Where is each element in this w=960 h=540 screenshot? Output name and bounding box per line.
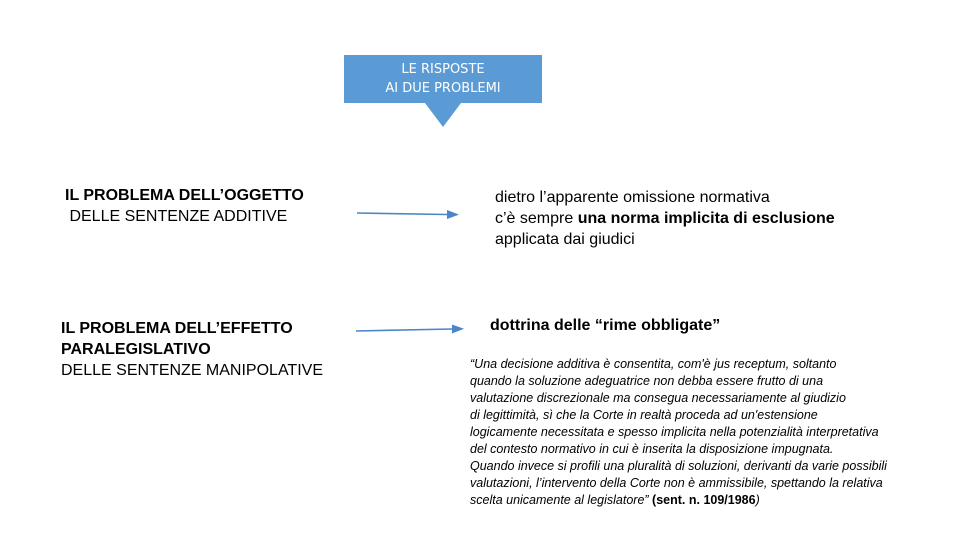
problem-2-line-2: PARALEGISLATIVO [61, 341, 211, 358]
quote-citation: (sent. n. 109/1986 [652, 493, 756, 507]
callout-line-2: AI DUE PROBLEMI [385, 81, 501, 96]
problem-1 [65, 185, 304, 227]
quote-line: valutazioni, l’intervento della Corte non è ammissibile, spettando la relativa [470, 476, 883, 490]
quote-line-last [470, 492, 887, 509]
answer-1-line-2-bold: una norma implicita di esclusione [577, 210, 835, 227]
quote-line: valutazione discrezionale ma consegua necessariamente al giudizio [470, 391, 846, 405]
problem-2-line-3: DELLE SENTENZE MANIPOLATIVE [61, 362, 323, 379]
quote-line: del contesto normativo in cui è inserita la disposizione impugnata. [470, 442, 834, 456]
arrow-1 [355, 206, 465, 222]
callout-pointer [425, 103, 461, 127]
answer-1 [495, 187, 835, 250]
answer-1-line-2 [495, 208, 835, 229]
court-quote [470, 356, 887, 509]
callout-line-1: LE RISPOSTE [401, 62, 485, 77]
quote-line: di legittimità, sì che la Corte in realtà proceda ad un'estensione [470, 408, 818, 422]
quote-line: “Una decisione additiva è consentita, com'è jus receptum, soltanto [470, 357, 837, 371]
problem-1-line-2: DELLE SENTENZE ADDITIVE [65, 208, 288, 225]
problem-2-line-1: IL PROBLEMA DELL’EFFETTO [61, 320, 293, 337]
problem-1-line-1: IL PROBLEMA DELL’OGGETTO [65, 187, 304, 204]
arrow-2 [354, 322, 470, 338]
quote-line: Quando invece si profili una pluralità di soluzioni, derivanti da varie possibili [470, 459, 887, 473]
answer-1-line-2-plain: c’è sempre [495, 210, 578, 227]
answer-1-line-3: applicata dai giudici [495, 231, 635, 248]
answer-1-line-1: dietro l’apparente omissione normativa [495, 189, 770, 206]
quote-citation-close: ) [755, 493, 760, 507]
quote-line: quando la soluzione adeguatrice non debba essere frutto di una [470, 374, 824, 388]
callout-box [344, 55, 542, 103]
answer-2-title: dottrina delle “rime obbligate” [490, 317, 721, 334]
quote-last-text: scelta unicamente al legislatore” [470, 493, 653, 507]
quote-line: logicamente necessitata e spesso implicita nella potenzialità interpretativa [470, 425, 879, 439]
problem-2 [61, 318, 323, 381]
